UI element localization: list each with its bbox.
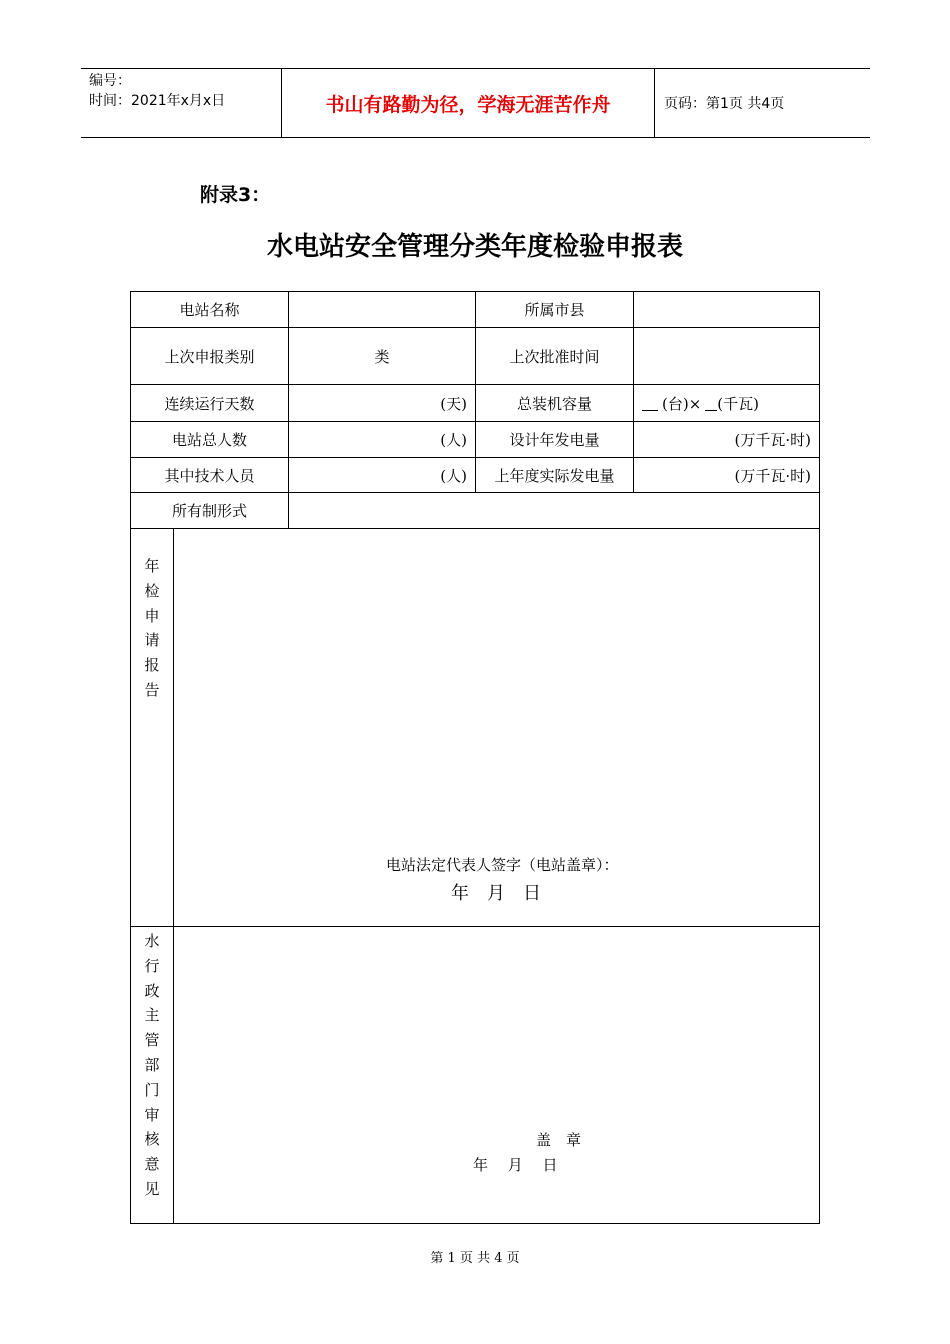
kw-blank[interactable] (705, 396, 717, 411)
header-motto: 书山有路勤为径，学海无涯苦作舟 (325, 93, 611, 116)
authority-review-label: 水 行 政 主 管 部 门 审 核 意 见 (144, 932, 160, 1198)
seal-label: 盖 章 (536, 1131, 582, 1149)
city-county-label: 所属市县 (524, 301, 585, 319)
continuous-days-field[interactable]: (天) (440, 394, 467, 413)
last-category-label: 上次申报类别 (164, 347, 255, 366)
authority-review-field[interactable] (174, 927, 819, 1223)
last-approval-time-label: 上次批准时间 (509, 347, 600, 366)
appendix-label: 附录3： (200, 184, 271, 206)
header-divider (654, 69, 655, 137)
annual-report-label: 年 检 申 请 报 告 (144, 557, 160, 699)
page-title: 水电站安全管理分类年度检验申报表 (266, 232, 683, 262)
total-capacity-label: 总装机容量 (516, 394, 592, 413)
continuous-days-label: 连续运行天数 (164, 394, 255, 413)
header-meta (89, 71, 225, 111)
tech-staff-label: 其中技术人员 (164, 466, 255, 485)
page-header (81, 68, 870, 138)
units-unit: (台)× (662, 394, 702, 413)
last-year-output-field[interactable]: (万千瓦·时) (734, 466, 811, 485)
header-divider (281, 69, 282, 137)
signature-label: 电站法定代表人签字（电站盖章）： (386, 856, 619, 874)
design-output-field[interactable]: (万千瓦·时) (734, 431, 811, 449)
last-year-output-label: 上年度实际发电量 (494, 466, 615, 485)
application-form-table (130, 291, 820, 1224)
last-approval-time-field[interactable] (634, 328, 819, 384)
last-category-field[interactable]: 类 (374, 347, 390, 366)
station-name-label: 电站名称 (179, 301, 240, 319)
page-footer: 第 1 页 共 4 页 (430, 1251, 520, 1266)
tech-staff-field[interactable]: (人) (440, 466, 467, 485)
kw-unit: (千瓦) (717, 394, 759, 413)
report-date-line: 年 月 日 (451, 883, 541, 904)
station-name-field[interactable] (289, 292, 475, 327)
units-blank[interactable] (642, 396, 658, 411)
ownership-field[interactable] (289, 493, 819, 528)
ownership-label: 所有制形式 (171, 502, 247, 520)
city-county-field[interactable] (634, 292, 819, 327)
design-output-label: 设计年发电量 (509, 431, 600, 449)
header-page-number: 页码：第1页 共4页 (664, 96, 785, 112)
document-time: 时间：2021年x月x日 (89, 93, 226, 109)
document-number: 编号： (89, 73, 131, 89)
review-date-line: 年 月 日 (473, 1156, 558, 1174)
total-capacity-field[interactable] (634, 385, 819, 421)
total-staff-label: 电站总人数 (171, 431, 247, 449)
total-staff-field[interactable]: (人) (440, 431, 467, 449)
